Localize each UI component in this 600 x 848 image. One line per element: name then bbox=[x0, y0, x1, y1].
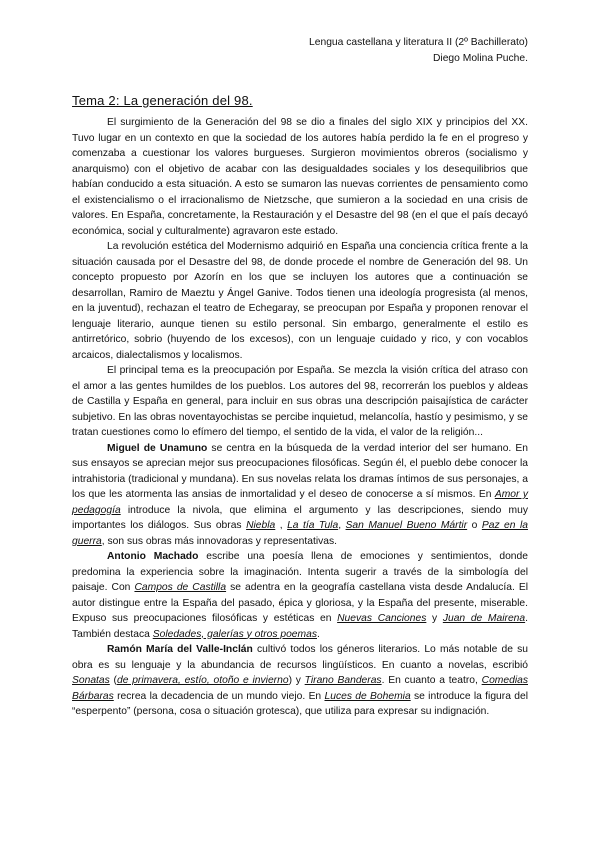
work-title: de primavera, estío, otoño e invierno bbox=[116, 675, 289, 686]
document-title: Tema 2: La generación del 98. bbox=[72, 93, 253, 108]
paragraph-themes: El principal tema es la preocupación por España. Se mezcla la visión crítica del atraso con el amor a las gentes humildes de los pueblos. Los autores del 98, recorrerán los pueblos y aldeas de Castilla y España en general, para incluir en sus obras una descripción paisajística de carácter subjetivo. En las obras noventayochistas se percibe inquietud, melancolía, hastío y pesimismo, y se tratan cuestiones como lo efímero del tiempo, el sentido de la vida, el valor de la religión... bbox=[72, 365, 528, 438]
work-title: Niebla bbox=[246, 520, 276, 531]
work-title: La tía Tula bbox=[287, 520, 339, 531]
page-header bbox=[72, 35, 528, 66]
paragraph-unamuno: Miguel de Unamuno se centra en la búsqueda de la verdad interior del ser humano. En sus ensayos se aprecian mejor sus preocupaciones filosóficas. Según él, el pueblo debe conocer la intrahistoria (tradicional y mundana). En sus novelas relata los dramas íntimos de sus personajes, a los que les atormenta las ansias de inmortalidad y el deseo de conocerse a sí mismos. En Amor y pedagogía introduce la nivola, que elimina el argumento y las descripciones, siendo muy importantes los diálogos. Sus obras Niebla , La tía Tula, San Manuel Bueno Mártir o Paz en la guerra, son sus obras más innovadoras y representativas. bbox=[72, 442, 529, 547]
work-title: Juan de Mairena bbox=[442, 613, 526, 624]
author-name: Diego Molina Puche. bbox=[432, 52, 528, 64]
work-title: Paz en la guerra bbox=[72, 520, 529, 547]
paragraph-machado: Antonio Machado escribe una poesía llena de emociones y sentimientos, donde predomina la experiencia sobre la imaginación. Intenta sugerir a través de la simbología del paisaje. Con Campos de Castilla se adentra en la geografía castellana vista desde Andalucía. El autor distingue entre la España del pasado, épica y gloriosa, y la España del presente, miserable. Expuso sus preocupaciones filosóficas y estéticas en Nuevas Canciones y Juan de Mairena. También destaca Soledades, galerías y otros poemas. bbox=[72, 551, 528, 640]
paragraph-valle-inclan: Ramón María del Valle-Inclán cultivó todos los géneros literarios. Lo más notable de su obra es su lenguaje y la abundancia de recursos lingüísticos. En cuanto a novelas, escribió Sonatas (de primavera, estío, otoño e invierno) y Tirano Banderas. En cuanto a teatro, Comedias Bárbaras recrea la decadencia de un mundo viejo. En Luces de Bohemia se introduce la figura del “esperpento” (persona, cosa o situación grotesca), que utiliza para expresar su indignación. bbox=[72, 644, 528, 717]
author-machado: Antonio Machado bbox=[107, 551, 199, 562]
work-title: Soledades, galerías y otros poemas bbox=[152, 628, 317, 640]
work-title: Luces de Bohemia bbox=[324, 690, 411, 702]
work-title: San Manuel Bueno Mártir bbox=[345, 520, 468, 531]
author-unamuno: Miguel de Unamuno bbox=[107, 442, 208, 454]
work-title: Amor y pedagogía bbox=[72, 489, 528, 516]
author-valle-inclan: Ramón María del Valle-Inclán bbox=[107, 644, 253, 655]
work-title: Tirano Banderas bbox=[304, 675, 382, 686]
work-title: Sonatas bbox=[72, 675, 110, 686]
work-title: Comedias Bárbaras bbox=[72, 675, 528, 702]
work-title: Nuevas Canciones bbox=[337, 613, 427, 624]
work-title: Campos de Castilla bbox=[134, 582, 227, 593]
paragraph-characteristics: La revolución estética del Modernismo adquirió en España una conciencia crítica frente a la situación causada por el Desastre del 98, de donde procede el nombre de Generación del 98. Un concepto propuesto por Azorín en los que se incluyen los autores que a continuación se desarrollan, Ramiro de Maeztu y Ángel Ganive. Todos tienen una ideología progresista (al menos, en la juventud), rechazan el teatro de Echegaray, se preocupan por España y proponen renovar el lenguaje literario, aunque tienen su estilo personal. Sin embargo, generalmente el estilo es antirretórico, sobrio (huyendo de los excesos), con un lenguaje cuidado y rico, y con vocablos arcaicos, dialectalismos y localismos. bbox=[72, 241, 528, 361]
paragraph-context: El surgimiento de la Generación del 98 se dio a finales del siglo XIX y principios del XX. Tuvo lugar en un contexto en que la sociedad de los autores había perdido la fe en el progreso y comenzaba a cuestionar los valores burgueses. Surgieron movimientos obreros (socialismo y anarquismo) con el objetivo de acabar con las desigualdades sociales y los desequilibrios que habían conducido a esta situación. A esto se sumaron las nuevas corrientes de pensamiento como el existencialismo o el irracionalismo de Nietzsche, que sumieron a la sociedad en una crisis de valores. En España, concretamente, la Restauración y el Desastre del 98 (en el que el país decayó económica, social y culturalmente) agravaron este estado. bbox=[72, 117, 528, 237]
course-name: Lengua castellana y literatura II (2º Bachillerato) bbox=[309, 37, 528, 48]
